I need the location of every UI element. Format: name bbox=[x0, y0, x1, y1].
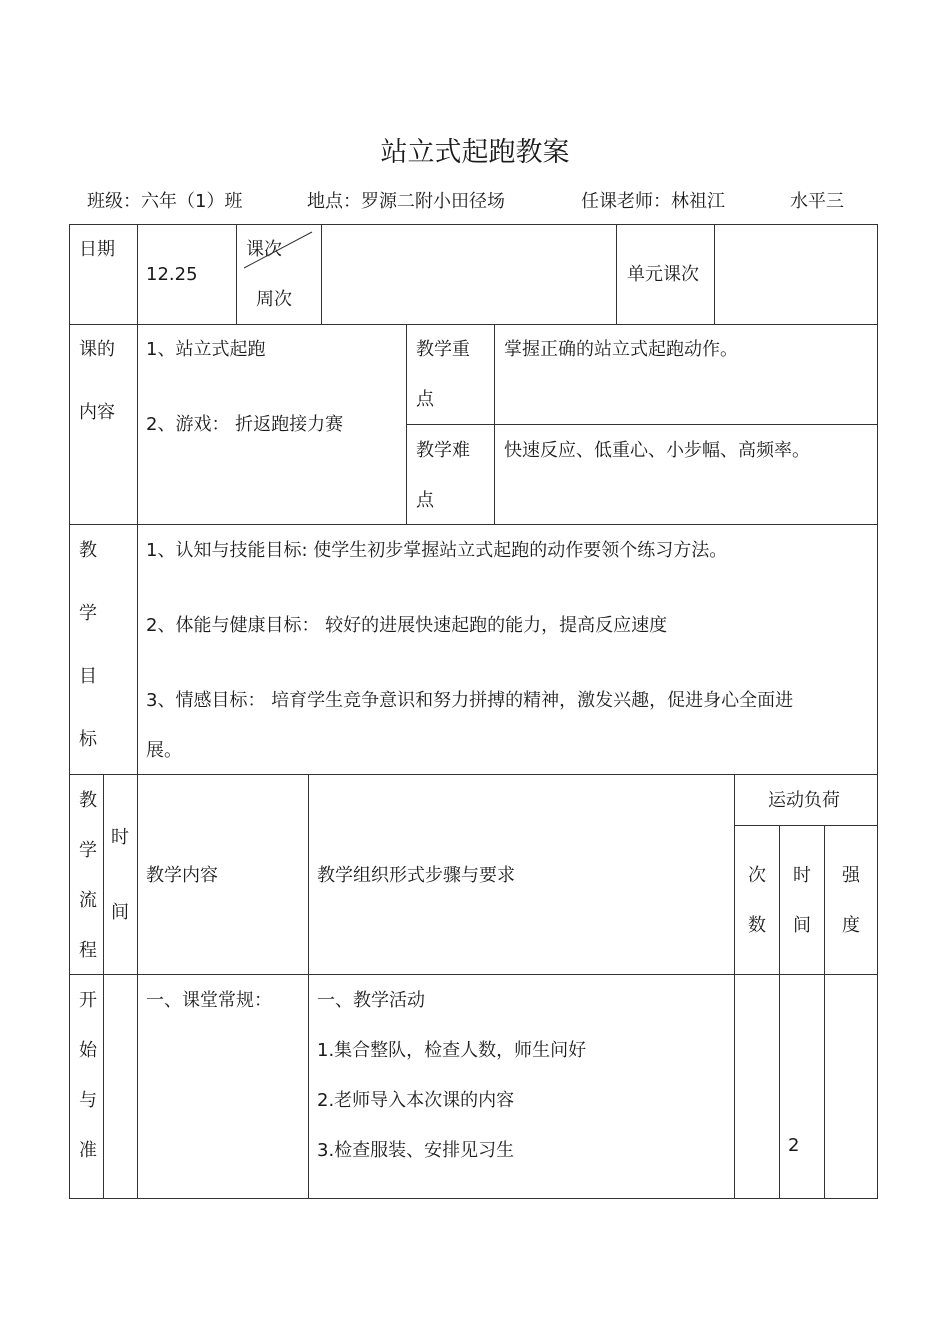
org-step: 一、教学活动 bbox=[317, 990, 425, 1011]
goal-item: 3、情感目标： 培育学生竞争意识和努力拼搏的精神，激发兴趣，促进身心全面进 bbox=[146, 690, 794, 711]
time-value: 2 bbox=[788, 1135, 800, 1156]
teacher-info: 任课老师：林祖江 bbox=[581, 191, 725, 212]
unit-lesson-label: 单元课次 bbox=[627, 264, 699, 285]
content-item: 2、游戏： 折返跑接力赛 bbox=[146, 414, 344, 435]
week-number-label: 周次 bbox=[256, 289, 292, 310]
location-info: 地点：罗源二附小田径场 bbox=[307, 191, 505, 212]
class-info: 班级：六年（1）班 bbox=[87, 191, 243, 212]
exercise-load-header: 运动负荷 bbox=[768, 790, 840, 811]
intensity-header: 强 度 bbox=[842, 865, 860, 936]
difficulty-label-line1: 教学难 bbox=[416, 440, 470, 461]
goal-item: 展。 bbox=[146, 740, 182, 761]
organization-header: 教学组织形式步骤与要求 bbox=[317, 865, 515, 886]
org-step: 2.老师导入本次课的内容 bbox=[317, 1090, 515, 1111]
page-title: 站立式起跑教案 bbox=[380, 137, 570, 168]
count-header: 次 数 bbox=[748, 865, 766, 936]
level-info: 水平三 bbox=[790, 191, 844, 212]
date-label: 日期 bbox=[79, 239, 115, 260]
flow-label: 教 学 流 程 bbox=[79, 790, 97, 961]
content-label-line1: 课的 bbox=[79, 339, 115, 360]
time-header-label: 时 间 bbox=[111, 827, 129, 923]
date-value: 12.25 bbox=[146, 264, 198, 285]
key-point-label-line1: 教学重 bbox=[416, 339, 470, 360]
content-item: 1、站立式起跑 bbox=[146, 339, 266, 360]
teaching-content-header: 教学内容 bbox=[146, 865, 218, 886]
difficulty-label-line2: 点 bbox=[416, 490, 434, 511]
key-point-text: 掌握正确的站立式起跑动作。 bbox=[504, 339, 738, 360]
content-label-line2: 内容 bbox=[79, 402, 115, 423]
goal-item: 1、认知与技能目标: 使学生初步掌握站立式起跑的动作要领个练习方法。 bbox=[146, 540, 728, 561]
lesson-number-label: 课次 bbox=[246, 239, 282, 260]
difficulty-text: 快速反应、低重心、小步幅、高频率。 bbox=[504, 440, 810, 461]
org-step: 1.集合整队，检查人数，师生问好 bbox=[317, 1040, 587, 1061]
key-point-label-line2: 点 bbox=[416, 389, 434, 410]
goal-item: 2、体能与健康目标： 较好的进展快速起跑的能力，提高反应速度 bbox=[146, 615, 668, 636]
goals-label: 教 学 目 标 bbox=[79, 540, 97, 750]
phase-label: 开 始 与 准 bbox=[79, 990, 97, 1161]
org-step: 3.检查服装、安排见习生 bbox=[317, 1140, 515, 1161]
duration-header: 时 间 bbox=[793, 865, 811, 936]
routine-content: 一、课堂常规： bbox=[146, 990, 272, 1011]
